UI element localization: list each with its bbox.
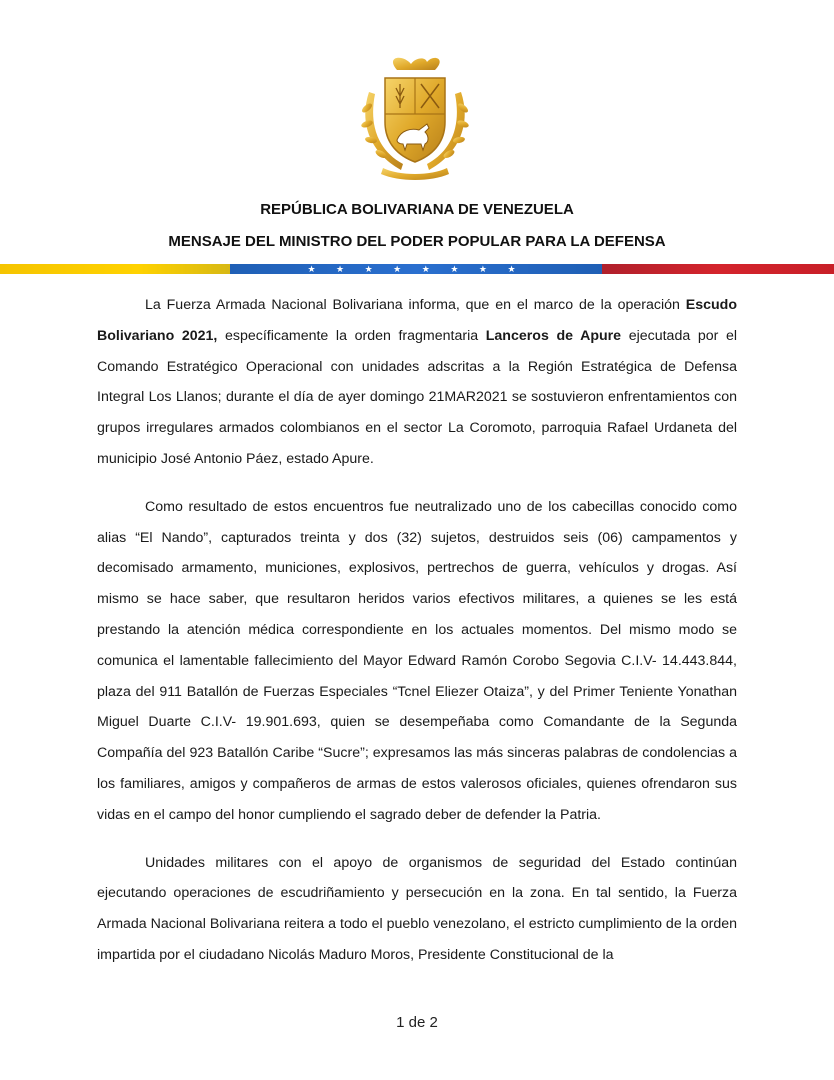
document-title: REPÚBLICA BOLIVARIANA DE VENEZUELA (260, 201, 574, 218)
flag-yellow-stripe (0, 264, 230, 274)
page-number: 1 de 2 (396, 1014, 438, 1031)
coat-of-arms-icon (355, 52, 475, 182)
paragraph-1-run-5: ejecutada por el Comando Estratégico Operacional con unidades adscritas a la Región Estratégica de Defensa Integral Los Llanos; durante el día de ayer domingo 21MAR2021 se sostuvieron enfrentamientos con grupos irregulares armados colombianos en el sector La Coromoto, parroquia Rafael Urdaneta del municipio José Antonio Páez, estado Apure. (97, 327, 737, 467)
document-subtitle: MENSAJE DEL MINISTRO DEL PODER POPULAR PARA LA DEFENSA (168, 233, 666, 250)
paragraph-1 (97, 290, 737, 475)
paragraph-1-run-1: La Fuerza Armada Nacional Bolivariana informa, que en el marco de la operación (145, 297, 686, 313)
fragmentary-order-name: Lanceros de Apure (485, 327, 622, 344)
flag-color-band (0, 264, 834, 274)
paragraph-3-run-1: Unidades militares con el apoyo de organismos de seguridad del Estado continúan ejecutando operaciones de escudriñamiento y persecución en la zona. En tal sentido, la Fuerza Armada Nacional Bolivariana reitera a todo el pueblo venezolano, el estricto cumplimiento de la orden impartida por el ciudadano Nicolás Maduro Moros, Presidente Constitucional de la (97, 854, 737, 963)
operation-name: Escudo Bolivariano 2021, (97, 297, 737, 344)
paragraph-2 (97, 492, 737, 831)
flag-red-stripe (602, 264, 834, 274)
flag-stars: ★ ★ ★ ★ ★ ★ ★ ★ (307, 264, 525, 274)
message-body (97, 290, 737, 988)
paragraph-2-run-1: Como resultado de estos encuentros fue neutralizado uno de los cabecillas conocido como alias “El Nando”, capturados treinta y dos (32) sujetos, destruidos seis (06) campamentos y decomisado armamento, municiones, explosivos, pertrechos de guerra, vehículos y drogas. Así mismo se hace saber, que resultaron heridos varios efectivos militares, a quienes se les está prestando la atención médica correspondiente en los actuales momentos. Del mismo modo se comunica el lamentable fallecimiento del Mayor Edward Ramón Corobo Segovia C.I.V- 14.443.844, plaza del 911 Batallón de Fuerzas Especiales “Tcnel Eliezer Otaiza”, y del Primer Teniente Yonathan Miguel Duarte C.I.V- 19.901.693, quien se desempeñaba como Comandante de la Segunda Compañía del 923 Batallón Caribe “Sucre”; expresamos las más sinceras palabras de condolencias a los familiares, amigos y compañeros de armas de estos valerosos oficiales, quienes ofrendaron sus vidas en el campo del honor cumpliendo el sagrado deber de defender la Patria. (97, 498, 737, 823)
paragraph-1-run-3: específicamente la orden fragmentaria (217, 327, 486, 344)
paragraph-3 (97, 848, 737, 971)
